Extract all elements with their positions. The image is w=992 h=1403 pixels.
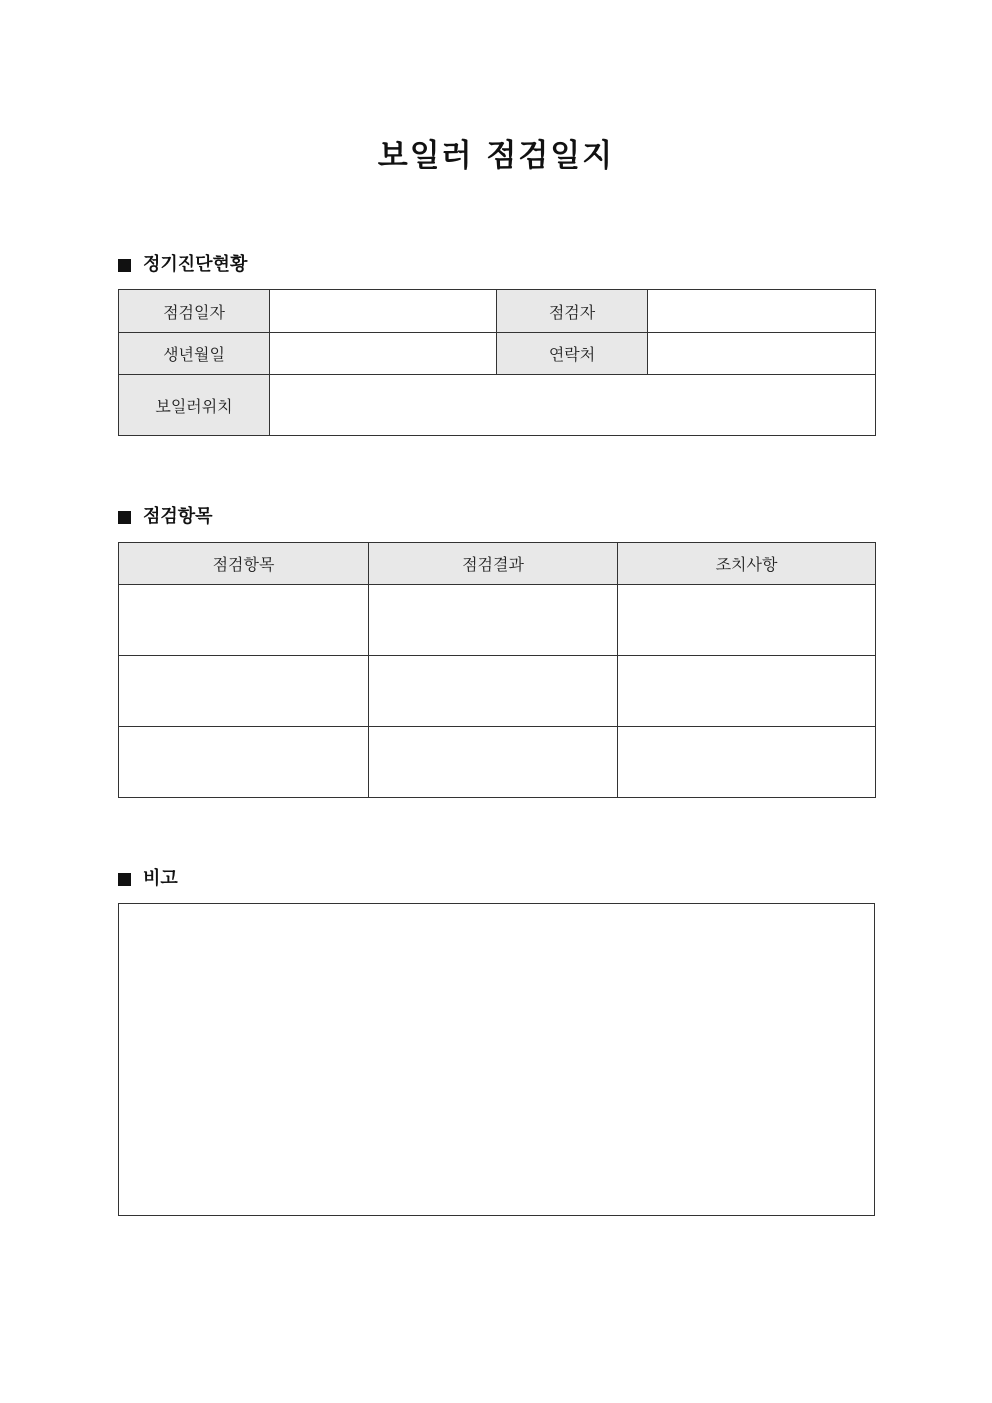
item-cell[interactable] <box>119 585 369 656</box>
column-header-result: 점검결과 <box>369 543 618 585</box>
item-cell[interactable] <box>119 727 369 798</box>
result-cell[interactable] <box>369 585 618 656</box>
item-cell[interactable] <box>119 656 369 727</box>
boiler-location-label: 보일러위치 <box>119 375 270 436</box>
inspector-label: 점검자 <box>497 290 648 333</box>
birth-date-field[interactable] <box>270 333 497 375</box>
section-heading-items-label: 점검항목 <box>143 506 213 527</box>
inspector-field[interactable] <box>648 290 876 333</box>
action-cell[interactable] <box>618 585 876 656</box>
section-heading-notes-label: 비고 <box>143 868 178 889</box>
section-heading-notes <box>118 866 178 892</box>
square-bullet-icon <box>118 511 131 524</box>
column-header-item: 점검항목 <box>119 543 369 585</box>
table-row <box>119 656 876 727</box>
section-heading-items <box>118 504 213 530</box>
section-heading-diagnosis <box>118 252 247 278</box>
document-title: 보일러 점검일지 <box>377 138 615 174</box>
notes-box[interactable] <box>118 903 875 1216</box>
result-cell[interactable] <box>369 656 618 727</box>
section-heading-diagnosis-label: 정기진단현황 <box>143 254 248 275</box>
contact-label: 연락처 <box>497 333 648 375</box>
result-cell[interactable] <box>369 727 618 798</box>
square-bullet-icon <box>118 259 131 272</box>
action-cell[interactable] <box>618 727 876 798</box>
boiler-location-field[interactable] <box>270 375 876 436</box>
square-bullet-icon <box>118 873 131 886</box>
inspection-items-table <box>118 542 876 798</box>
birth-date-label: 생년월일 <box>119 333 270 375</box>
action-cell[interactable] <box>618 656 876 727</box>
column-header-action: 조치사항 <box>618 543 876 585</box>
table-row <box>119 727 876 798</box>
inspection-date-label: 점검일자 <box>119 290 270 333</box>
contact-field[interactable] <box>648 333 876 375</box>
inspection-date-field[interactable] <box>270 290 497 333</box>
diagnosis-table <box>118 289 876 436</box>
table-row <box>119 585 876 656</box>
